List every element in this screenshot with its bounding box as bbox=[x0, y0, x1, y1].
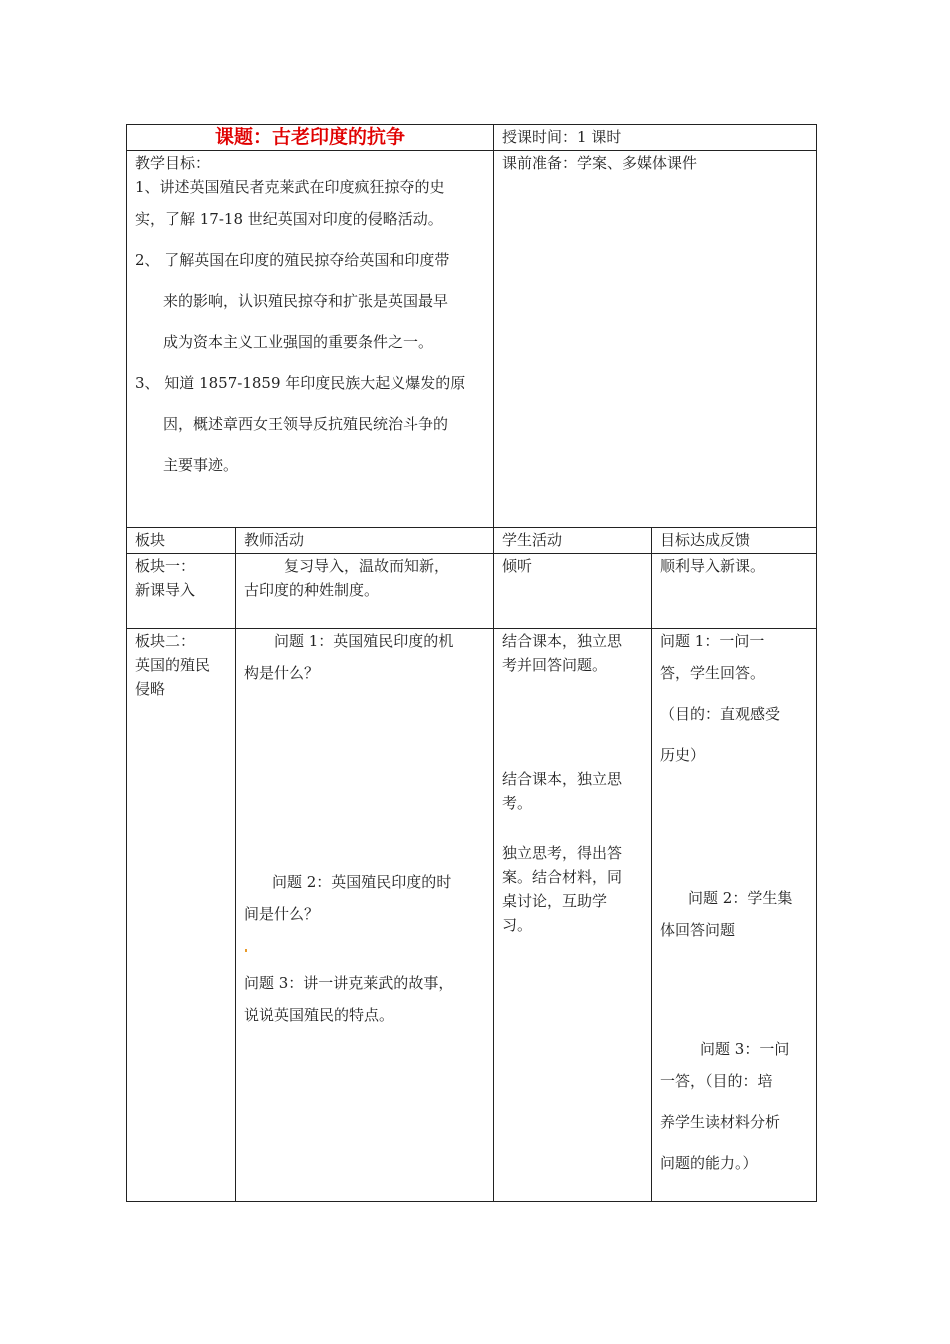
block1-teacher-cell bbox=[236, 554, 494, 629]
block2-section-cell bbox=[127, 629, 236, 1202]
lesson-title: 课题：古老印度的抗争 bbox=[215, 126, 406, 148]
block1-section-name: 新课导入 bbox=[135, 581, 196, 599]
question-2-line-1: 问题 2：英国殖民印度的时 bbox=[272, 873, 452, 891]
block1-section-cell bbox=[127, 554, 236, 629]
student-header-label: 学生活动 bbox=[502, 531, 563, 549]
section-header-label: 板块 bbox=[135, 531, 166, 549]
question-2-line-2: 间是什么？ bbox=[244, 905, 320, 923]
student-2-line-2: 考。 bbox=[502, 794, 533, 812]
class-time: 授课时间：1 课时 bbox=[502, 128, 622, 146]
block2-student-cell bbox=[494, 629, 652, 1202]
objective-2-line-3: 成为资本主义工业强国的重要条件之一。 bbox=[163, 333, 434, 351]
objectives-heading: 教学目标： bbox=[135, 154, 211, 172]
preparation-cell bbox=[494, 151, 817, 528]
column-header-teacher bbox=[236, 528, 494, 554]
block2-section-label: 板块二： bbox=[135, 632, 196, 650]
block1-teacher-line-2: 古印度的种姓制度。 bbox=[244, 581, 380, 599]
objective-2-line-1: 2、 了解英国在印度的殖民掠夺给英国和印度带 bbox=[135, 251, 450, 269]
feedback-3-line-2: 一答，（目的：培 bbox=[660, 1072, 773, 1090]
feedback-1-line-2: 答，学生回答。 bbox=[660, 664, 766, 682]
objective-1-line-2: 实，了解 17-18 世纪英国对印度的侵略活动。 bbox=[135, 210, 443, 228]
block1-student-cell bbox=[494, 554, 652, 629]
column-header-row bbox=[127, 528, 817, 554]
class-time-cell bbox=[494, 125, 817, 151]
student-3-line-2: 案。结合材料，同 bbox=[502, 868, 623, 886]
feedback-1-line-4: 历史） bbox=[660, 746, 706, 764]
block1-feedback-cell bbox=[652, 554, 817, 629]
preparation-text: 课前准备：学案、多媒体课件 bbox=[502, 154, 698, 172]
feedback-header-label: 目标达成反馈 bbox=[660, 531, 751, 549]
question-1-line-1: 问题 1：英国殖民印度的机 bbox=[274, 632, 454, 650]
objective-2-line-2: 来的影响，认识殖民掠夺和扩张是英国最早 bbox=[163, 292, 449, 310]
student-3-line-1: 独立思考，得出答 bbox=[502, 844, 623, 862]
feedback-3-line-3: 养学生读材料分析 bbox=[660, 1113, 781, 1131]
objective-1-line-1: 1、讲述英国殖民者克莱武在印度疯狂掠夺的史 bbox=[135, 178, 445, 196]
title-cell bbox=[127, 125, 494, 151]
feedback-2-line-1: 问题 2：学生集 bbox=[688, 889, 793, 907]
block1-row bbox=[127, 554, 817, 629]
feedback-2-line-2: 体回答问题 bbox=[660, 921, 736, 939]
question-3-line-1: 问题 3：讲一讲克莱武的故事， bbox=[244, 974, 454, 992]
revision-mark bbox=[245, 949, 247, 952]
feedback-3-line-4: 问题的能力。） bbox=[660, 1154, 758, 1172]
student-2-line-1: 结合课本，独立思 bbox=[502, 770, 623, 788]
teacher-header-label: 教师活动 bbox=[244, 531, 305, 549]
feedback-3-line-1: 问题 3：一问 bbox=[700, 1040, 790, 1058]
objective-3-line-3: 主要事迹。 bbox=[163, 456, 239, 474]
objective-3-line-1: 3、 知道 1857-1859 年印度民族大起义爆发的原 bbox=[135, 374, 466, 392]
student-1-line-1: 结合课本，独立思 bbox=[502, 632, 623, 650]
objective-3-line-2: 因，概述章西女王领导反抗殖民统治斗争的 bbox=[163, 415, 449, 433]
block2-section-name-2: 侵略 bbox=[135, 680, 166, 698]
feedback-1-line-1: 问题 1：一问一 bbox=[660, 632, 765, 650]
feedback-1-line-3: （目的：直观感受 bbox=[660, 705, 781, 723]
block2-section-name-1: 英国的殖民 bbox=[135, 656, 211, 674]
header-row bbox=[127, 125, 817, 151]
block1-section-label: 板块一： bbox=[135, 557, 196, 575]
block1-feedback-text: 顺利导入新课。 bbox=[660, 557, 766, 575]
objectives-cell bbox=[127, 151, 494, 528]
column-header-student bbox=[494, 528, 652, 554]
block2-teacher-cell bbox=[236, 629, 494, 1202]
column-header-feedback bbox=[652, 528, 817, 554]
student-3-line-3: 桌讨论，互助学 bbox=[502, 892, 608, 910]
block1-teacher-line-1: 复习导入，温故而知新， bbox=[284, 557, 450, 575]
block1-student-text: 倾听 bbox=[502, 557, 533, 575]
question-1-line-2: 构是什么？ bbox=[244, 664, 320, 682]
objectives-row bbox=[127, 151, 817, 528]
block2-feedback-cell bbox=[652, 629, 817, 1202]
question-3-line-2: 说说英国殖民的特点。 bbox=[244, 1006, 395, 1024]
column-header-section bbox=[127, 528, 236, 554]
student-1-line-2: 考并回答问题。 bbox=[502, 656, 608, 674]
lesson-plan-table bbox=[126, 124, 817, 1202]
student-3-line-4: 习。 bbox=[502, 916, 533, 934]
block2-row bbox=[127, 629, 817, 1202]
